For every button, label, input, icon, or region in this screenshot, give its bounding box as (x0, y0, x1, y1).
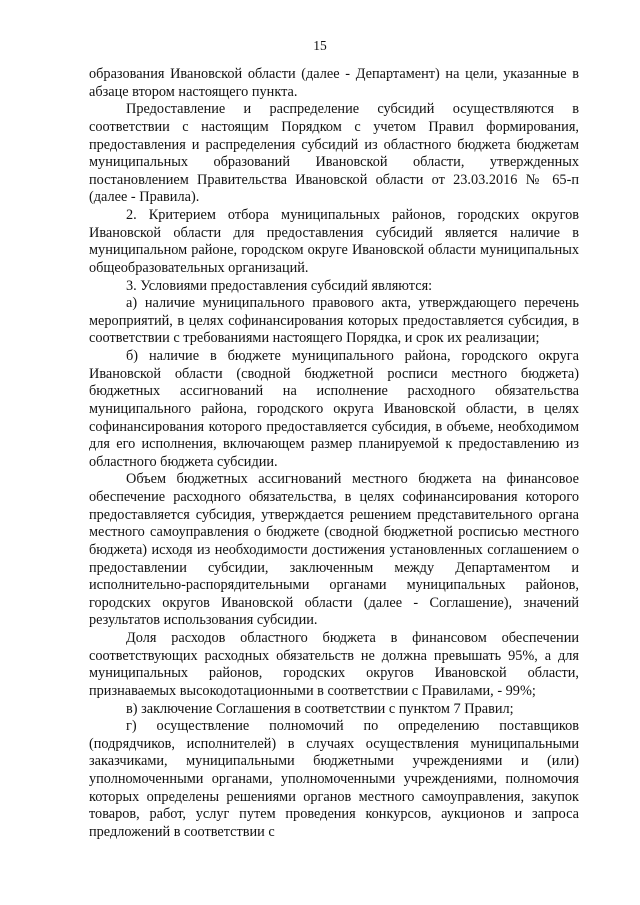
paragraph-condition-v: в) заключение Соглашения в соответствии с пунктом 7 Правил; (126, 700, 514, 717)
page-number: 15 (313, 38, 327, 53)
paragraph-condition-a: а) наличие муниципального правового акта, утверждающего перечень мероприятий, в целях софинансирования которых предоставляется субсидия, в соответствии с требованиями настоящего Порядка, и срок их реализации; (89, 295, 579, 347)
paragraph-condition-b: б) наличие в бюджете муниципального района, городского округа Ивановской области (сводной бюджетной росписи местного бюджета) бюджетных ассигнований на исполнение расходного обязательства муниципального района, городского округа Ивановской области, в целях софинансирования которого предоставляется субсидия, в объеме, необходимом для его исполнения, включающем размер планируемой к предоставлению из областного бюджета субсидии. (89, 348, 579, 470)
paragraph-cofinancing-share: Доля расходов областного бюджета в финансовом обеспечении соответствующих расходных обязательств не должна превышать 95%, а для муниципальных районов, городских округов Ивановской области, признаваемых высокодотационными в соответствии с Правилами, - 99%; (89, 630, 579, 699)
paragraph-distribution-rules: Предоставление и распределение субсидий осуществляются в соответствии с настоящим Порядком с учетом Правил формирования, предоставления и распределения субсидий из областного бюджета бюджетам муниципальных образований Ивановской области, утвержденных постановлением Правительства Ивановской области от 23.03.2016 № 65-п (далее - Правила). (89, 101, 579, 206)
document-body (89, 66, 579, 842)
paragraph-selection-criterion: 2. Критерием отбора муниципальных районов, городских округов Ивановской области для предоставления субсидий является наличие в муниципальном районе, городском округе Ивановской области муниципальных общеобразовательных организаций. (89, 207, 579, 276)
paragraph-continuation: образования Ивановской области (далее - Департамент) на цели, указанные в абзаце втором настоящего пункта. (89, 66, 579, 100)
paragraph-conditions-heading: 3. Условиями предоставления субсидий являются: (126, 277, 433, 294)
paragraph-condition-g: г) осуществление полномочий по определению поставщиков (подрядчиков, исполнителей) в случаях осуществления муниципальными заказчиками, муниципальными бюджетными учреждениями и (или) уполномоченными органами, уполномоченными учреждениями, полномочия которых определены решениями органов местного самоуправления, закупок товаров, работ, услуг путем проведения конкурсов, аукционов и запроса предложений в соответствии с (89, 718, 579, 840)
paragraph-budget-volume: Объем бюджетных ассигнований местного бюджета на финансовое обеспечение расходного обязательства, в целях софинансирования которого предоставляется субсидия, утверждается решением представительного органа местного самоуправления о бюджете (сводной бюджетной росписью местного бюджета) исходя из необходимости достижения установленных соглашением о предоставлении субсидии, заключенным между Департаментом и исполнительно-распорядительными органами муниципальных районов, городских округов Ивановской области (далее - Соглашение), значений результатов использования субсидии. (89, 471, 579, 629)
